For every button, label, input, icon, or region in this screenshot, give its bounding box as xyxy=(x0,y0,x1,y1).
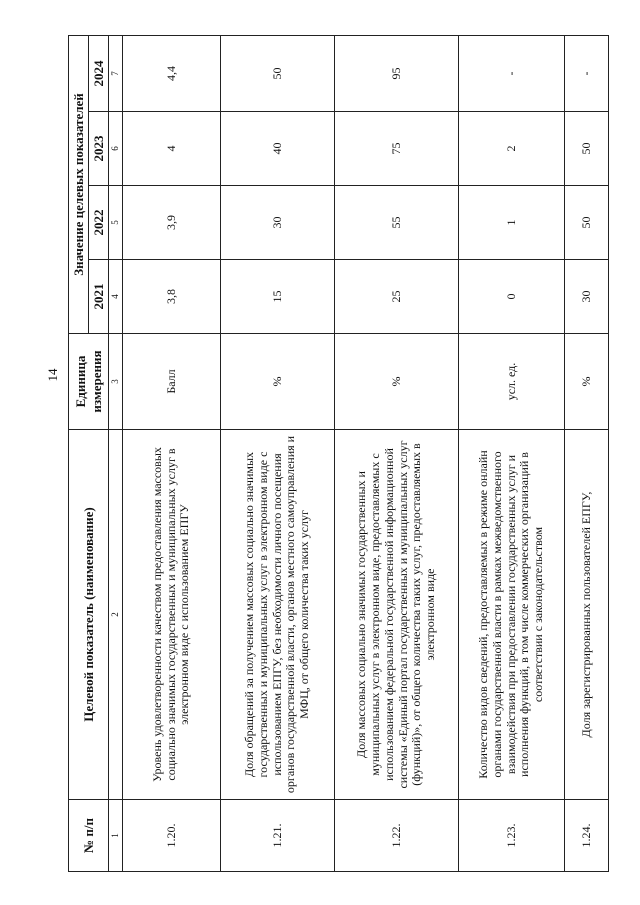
table-row xyxy=(221,36,335,872)
column-index: 3 xyxy=(109,334,123,430)
header-year: 2021 xyxy=(89,260,109,334)
column-index: 7 xyxy=(109,36,123,112)
column-index: 1 xyxy=(109,800,123,872)
value-cell: 95 xyxy=(335,36,459,112)
unit-cell: % xyxy=(221,334,335,430)
value-cell: 15 xyxy=(221,260,335,334)
value-cell: 4,4 xyxy=(123,36,221,112)
unit-cell: Балл xyxy=(123,334,221,430)
column-index: 6 xyxy=(109,112,123,186)
unit-cell: % xyxy=(565,334,609,430)
rotated-page-content xyxy=(68,36,608,872)
header-num: № п/п xyxy=(69,800,109,872)
row-number: 1.24. xyxy=(565,800,609,872)
indicator-name: Количество видов сведений, предоставляемых в режиме онлайн органами государственной власти в рамках межведомственного взаимодействия при предоставлении государственных услуг и исполнения функций, в том числе коммерческих организаций в соответствии с законодательством xyxy=(459,430,565,800)
column-index-row xyxy=(109,36,123,872)
value-cell: 50 xyxy=(565,186,609,260)
value-cell: - xyxy=(459,36,565,112)
indicator-name: Доля зарегистрированных пользователей ЕПГУ, xyxy=(565,430,609,800)
value-cell: 55 xyxy=(335,186,459,260)
row-number: 1.20. xyxy=(123,800,221,872)
value-cell: 75 xyxy=(335,112,459,186)
value-cell: 50 xyxy=(565,112,609,186)
value-cell: - xyxy=(565,36,609,112)
row-number: 1.22. xyxy=(335,800,459,872)
value-cell: 40 xyxy=(221,112,335,186)
column-index: 4 xyxy=(109,260,123,334)
table-row xyxy=(335,36,459,872)
value-cell: 50 xyxy=(221,36,335,112)
indicator-name: Уровень удовлетворенности качеством предоставления массовых социально значимых государственных и муниципальных услуг в электронном виде с использованием ЕПГУ xyxy=(123,430,221,800)
indicator-name: Доля обращений за получением массовых социально значимых государственных и муниципальных услуг в электронном виде с использованием ЕПГУ, без необходимости личного посещения органов государственной власти, органов местного самоуправления и МФЦ, от общего количества таких услуг xyxy=(221,430,335,800)
header-year: 2023 xyxy=(89,112,109,186)
header-year: 2024 xyxy=(89,36,109,112)
value-cell: 30 xyxy=(565,260,609,334)
header-year: 2022 xyxy=(89,186,109,260)
targets-table xyxy=(68,35,609,872)
value-cell: 2 xyxy=(459,112,565,186)
table-row xyxy=(565,36,609,872)
table-row xyxy=(123,36,221,872)
header-values: Значение целевых показателей xyxy=(69,36,89,334)
table-row xyxy=(459,36,565,872)
header-unit: Единица измерения xyxy=(69,334,109,430)
indicator-name: Доля массовых социально значимых государственных и муниципальных услуг в электронном виде, предоставляемых с использованием федеральной государственной информационной системы «Единый портал государственных и муниципальных услуг (функций)», от общего количества таких услуг, предоставляемых в электронном виде xyxy=(335,430,459,800)
header-row-1 xyxy=(69,36,89,872)
unit-cell: усл. ед. xyxy=(459,334,565,430)
column-index: 2 xyxy=(109,430,123,800)
value-cell: 25 xyxy=(335,260,459,334)
row-number: 1.21. xyxy=(221,800,335,872)
value-cell: 3,8 xyxy=(123,260,221,334)
column-index: 5 xyxy=(109,186,123,260)
row-number: 1.23. xyxy=(459,800,565,872)
value-cell: 4 xyxy=(123,112,221,186)
unit-cell: % xyxy=(335,334,459,430)
value-cell: 3,9 xyxy=(123,186,221,260)
value-cell: 1 xyxy=(459,186,565,260)
value-cell: 30 xyxy=(221,186,335,260)
header-name: Целевой показатель (наименование) xyxy=(69,430,109,800)
page-number: 14 xyxy=(45,368,60,382)
value-cell: 0 xyxy=(459,260,565,334)
